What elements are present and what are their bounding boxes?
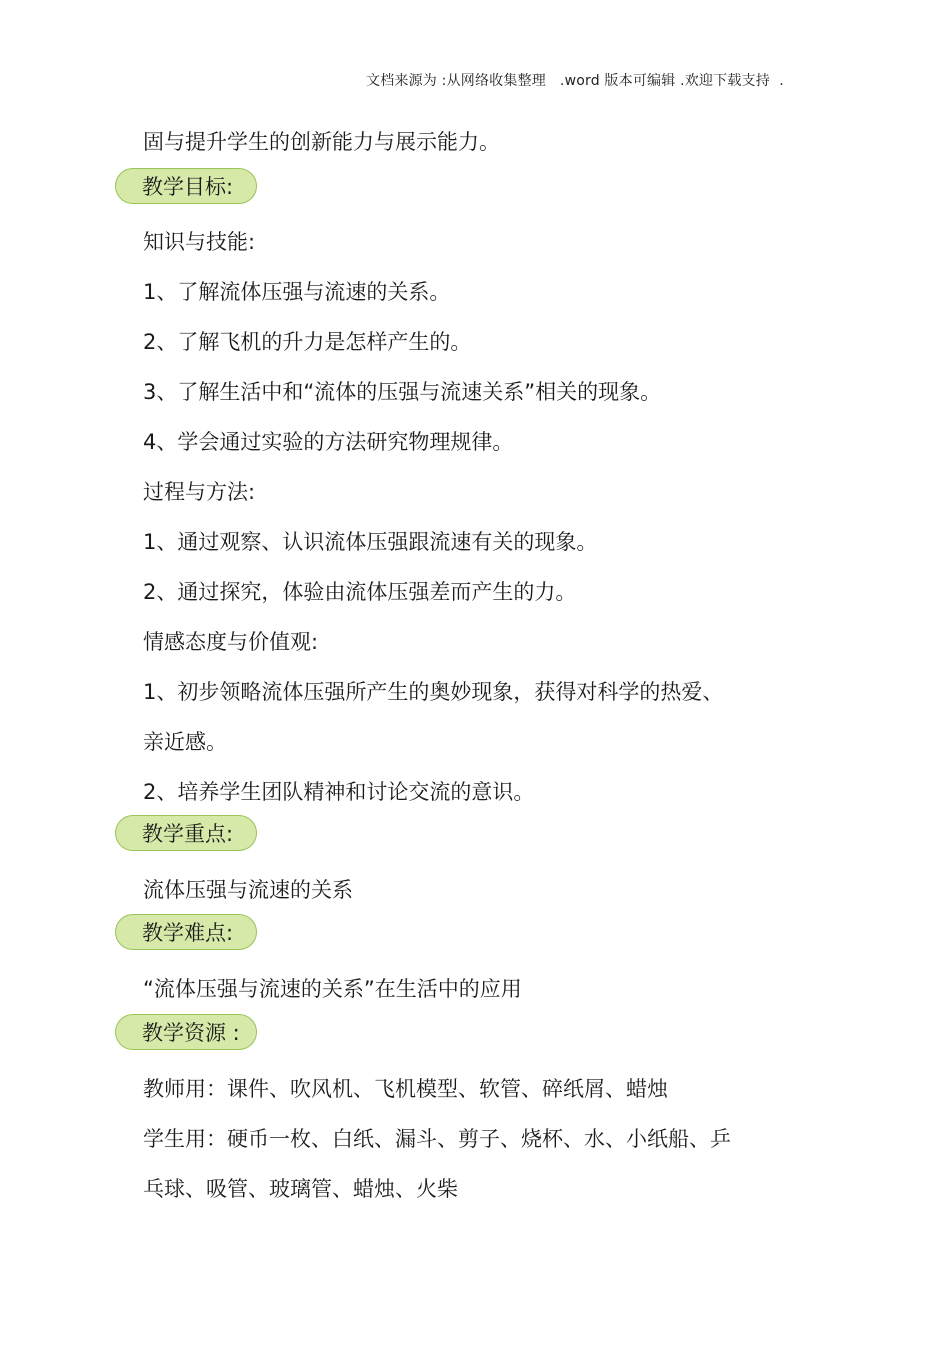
key-point-text: 流体压强与流速的关系 [143,878,353,902]
resources-student-continuation: 乓球、吸管、玻璃管、蜡烛、火柴 [143,1177,458,1201]
section-tag-label: 教学目标: [142,175,234,199]
subsection-title-emotion: 情感态度与价值观: [143,630,319,654]
section-tag-label: 教学重点: [142,822,234,846]
section-tag-difficulty [115,914,257,950]
list-item: 1、了解流体压强与流速的关系。 [143,280,451,304]
section-tag-label: 教学资源 : [142,1021,240,1045]
section-tag-objectives [115,168,257,204]
section-tag-label: 教学难点: [142,921,234,945]
list-item: 2、了解飞机的升力是怎样产生的。 [143,330,472,354]
list-item: 4、学会通过实验的方法研究物理规律。 [143,430,514,454]
list-item: 1、初步领略流体压强所产生的奥妙现象，获得对科学的热爱、 [143,680,724,704]
section-tag-key-point [115,815,257,851]
list-item-continuation: 亲近感。 [143,730,227,754]
list-item: 2、培养学生团队精神和讨论交流的意识。 [143,780,535,804]
section-tag-resources [115,1014,257,1050]
list-item: 2、通过探究，体验由流体压强差而产生的力。 [143,580,577,604]
resources-student: 学生用：硬币一枚、白纸、漏斗、剪子、烧杯、水、小纸船、乒 [143,1127,731,1151]
list-item: 3、了解生活中和“流体的压强与流速关系”相关的现象。 [143,380,662,404]
difficulty-text: “流体压强与流速的关系”在生活中的应用 [143,977,522,1001]
intro-text: 固与提升学生的创新能力与展示能力。 [143,130,500,154]
subsection-title-knowledge: 知识与技能: [143,230,256,254]
list-item: 1、通过观察、认识流体压强跟流速有关的现象。 [143,530,598,554]
resources-teacher: 教师用：课件、吹风机、飞机模型、软管、碎纸屑、蜡烛 [143,1077,668,1101]
subsection-title-process: 过程与方法: [143,480,256,504]
page-header: 文档来源为 :从网络收集整理 .word 版本可编辑 .欢迎下载支持 . [366,73,784,89]
